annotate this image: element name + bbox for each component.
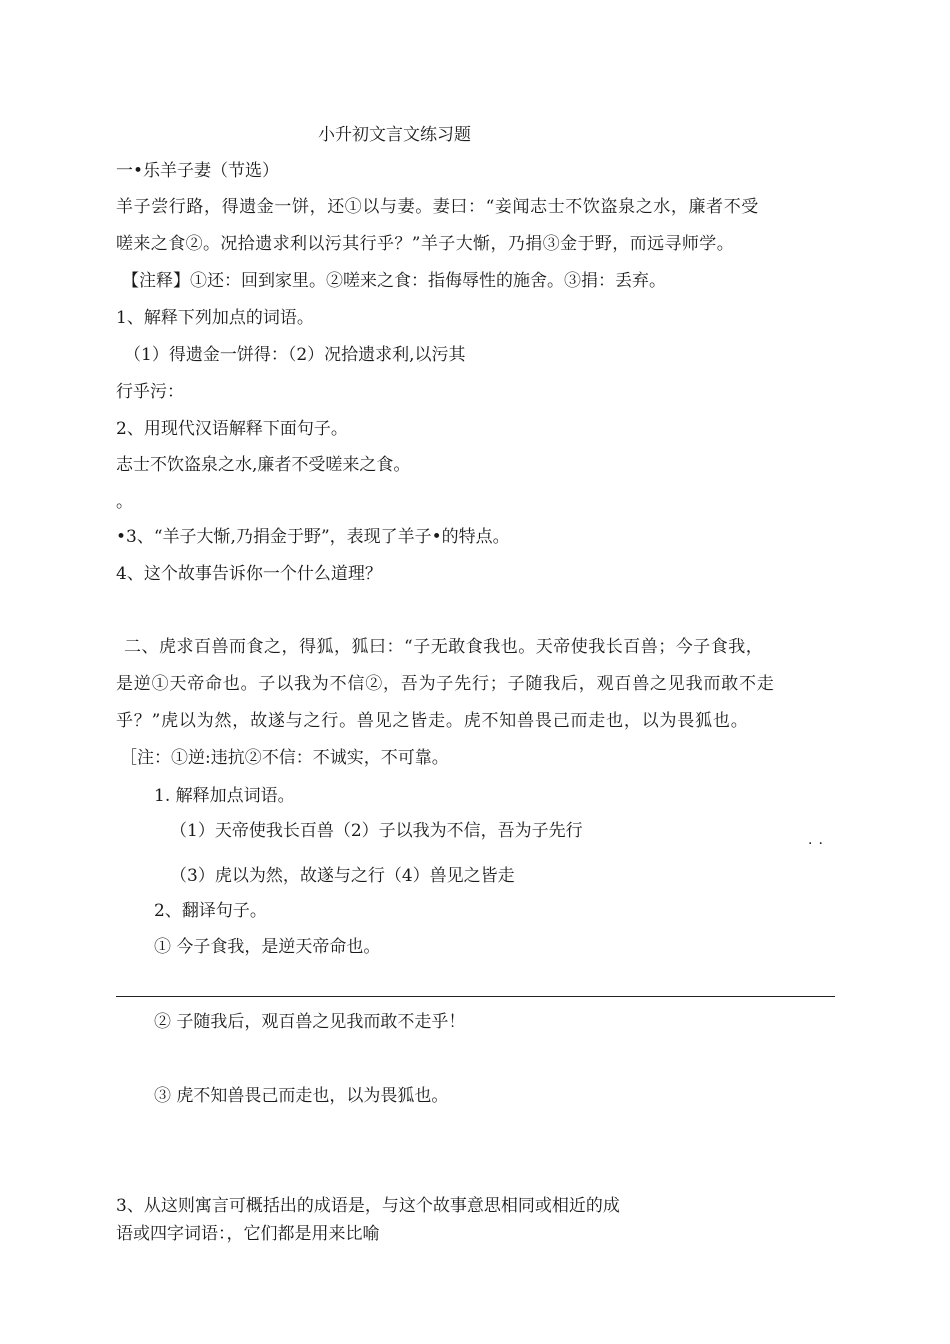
section1-question-4: 4、这个故事告诉你一个什么道理？ (116, 564, 382, 584)
section1-answer-mark: 。 (116, 492, 133, 512)
section1-passage-line1: 羊子尝行路，得遗金一饼，还①以与妻。妻曰：“妾闻志士不饮盗泉之水，廉者不受 (116, 197, 759, 217)
section1-question-1-items-cont: 行乎污： (116, 382, 184, 402)
section1-question-1: 1、解释下列加点的词语。 (116, 308, 314, 328)
section2-notes: ［注：①逆:违抗②不信：不诚实，不可靠。 (120, 748, 449, 768)
emphasis-dots: ·· (808, 836, 829, 852)
section2-passage-line2: 是逆①天帝命也。子以我为不信②，吾为子先行；子随我后，观百兽之见我而敢不走 (116, 674, 775, 694)
section2-question-1-row1: （1）天帝使我长百兽（2）子以我为不信，吾为子先行 (170, 821, 583, 841)
section1-question-3: •3、“羊子大惭,乃捐金于野”，表现了羊子•的特点。 (116, 527, 510, 547)
section1-question-1-items: （1）得遗金一饼得：（2）况拾遗求利,以污其 (124, 345, 466, 365)
section1-notes: 【注释】①还：回到家里。②嗟来之食：指侮辱性的施舍。③捐：丢弃。 (122, 271, 666, 291)
section2-question-1-row2: （3）虎以为然，故遂与之行（4）兽见之皆走 (170, 866, 515, 886)
page-title: 小升初文言文练习题 (318, 125, 471, 145)
section2-question-3-line2: 语或四字词语：，它们都是用来比喻 (116, 1224, 380, 1244)
section1-passage-line2: 嗟来之食②。况拾遗求利以污其行乎？”羊子大惭，乃捐③金于野，而远寻师学。 (116, 234, 735, 254)
section1-question-2-sentence: 志士不饮盗泉之水,廉者不受嗟来之食。 (116, 455, 411, 475)
section2-question-3-line1: 3、从这则寓言可概括出的成语是，与这个故事意思相同或相近的成 (116, 1196, 620, 1216)
section2-question-2-item1: ① 今子食我，是逆天帝命也。 (154, 937, 381, 957)
section2-passage-line3: 乎？”虎以为然，故遂与之行。兽见之皆走。虎不知兽畏己而走也，以为畏狐也。 (116, 711, 749, 731)
section1-question-2: 2、用现代汉语解释下面句子。 (116, 419, 348, 439)
section2-question-2-item3: ③ 虎不知兽畏己而走也，以为畏狐也。 (154, 1086, 449, 1106)
section2-passage-line1: 二、虎求百兽而食之，得狐，狐曰：“子无敢食我也。天帝使我长百兽；今子食我， (124, 637, 764, 657)
answer-line (116, 996, 835, 997)
section2-question-2-item2: ② 子随我后，观百兽之见我而敢不走乎！ (154, 1012, 466, 1032)
section2-question-1: 1. 解释加点词语。 (154, 786, 295, 806)
section2-question-2: 2、翻译句子。 (154, 901, 267, 921)
section1-heading: 一•乐羊子妻（节选） (116, 161, 280, 181)
